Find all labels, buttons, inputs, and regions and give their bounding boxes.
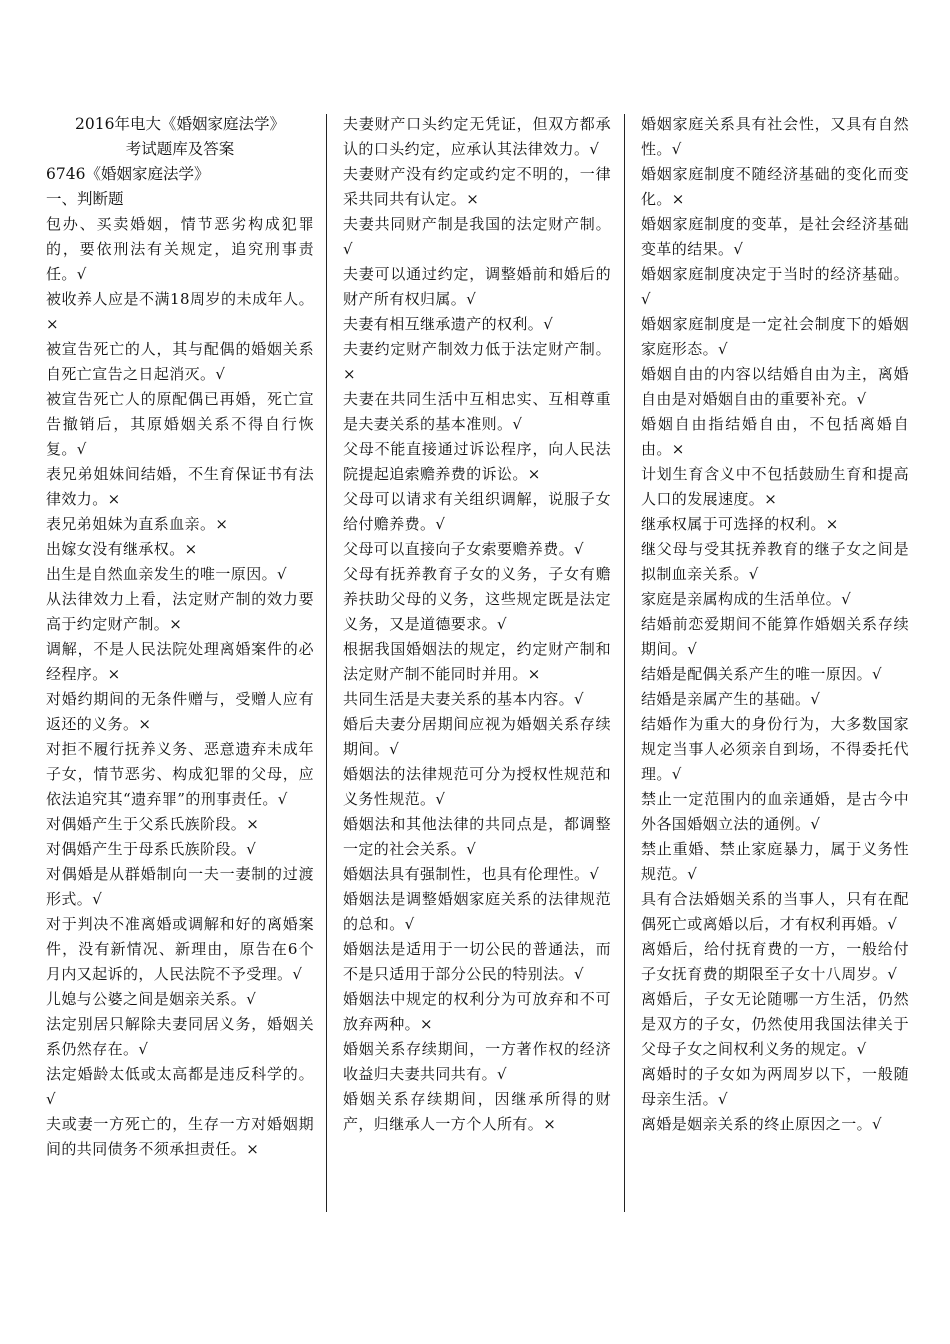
question-item: 调解，不是人民法院处理离婚案件的必经程序。×: [46, 640, 314, 683]
course-title: 6746《婚姻家庭法学》: [46, 165, 210, 183]
question-item: 夫妻可以通过约定，调整婚前和婚后的财产所有权归属。√: [343, 265, 611, 308]
question-item: 具有合法婚姻关系的当事人，只有在配偶死亡或离婚以后，才有权利再婚。√: [641, 890, 909, 933]
question-item: 根据我国婚姻法的规定，约定财产制和法定财产制不能同时并用。×: [343, 640, 611, 683]
question-item: 法定别居只解除夫妻同居义务，婚姻关系仍然存在。√: [46, 1015, 314, 1058]
question-list: [46, 212, 314, 1162]
question-item: 儿媳与公婆之间是姻亲关系。√: [46, 990, 257, 1008]
question-item: 夫妻财产口头约定无凭证，但双方都承认的口头约定，应承认其法律效力。√: [343, 115, 611, 158]
section-heading: 一、判断题: [46, 190, 124, 208]
question-item: 家庭是亲属构成的生活单位。√: [641, 590, 852, 608]
question-item: 夫妻在共同生活中互相忠实、互相尊重是夫妻关系的基本准则。√: [343, 390, 611, 433]
question-item: 婚姻关系存续期间，一方著作权的经济收益归夫妻共同共有。√: [343, 1040, 611, 1083]
question-item: 结婚前恋爱期间不能算作婚姻关系存续期间。√: [641, 615, 909, 658]
question-item: 法定婚龄太低或太高都是违反科学的。√: [46, 1065, 314, 1108]
question-item: 婚姻法是调整婚姻家庭关系的法律规范的总和。√: [343, 890, 611, 933]
question-item: 继父母与受其抚养教育的继子女之间是拟制血亲关系。√: [641, 540, 909, 583]
question-item: 对偶婚产生于父系氏族阶段。×: [46, 815, 260, 833]
question-item: 对偶婚是从群婚制向一夫一妻制的过渡形式。√: [46, 865, 314, 908]
question-item: 离婚后，给付抚育费的一方，一般给付子女抚育费的期限至子女十八周岁。√: [641, 940, 909, 983]
question-item: 婚姻家庭制度不随经济基础的变化而变化。×: [641, 165, 909, 208]
question-item: 婚姻自由的内容以结婚自由为主，离婚自由是对婚姻自由的重要补充。√: [641, 365, 909, 408]
question-item: 夫妻有相互继承遗产的权利。√: [343, 315, 554, 333]
question-item: 继承权属于可选择的权利。×: [641, 515, 839, 533]
question-item: 禁止一定范围内的血亲通婚，是古今中外各国婚姻立法的通例。√: [641, 790, 909, 833]
question-item: 结婚作为重大的身份行为，大多数国家规定当事人必须亲自到场，不得委托代理。√: [641, 715, 909, 783]
question-item: 对于判决不准离婚或调解和好的离婚案件，没有新情况、新理由，原告在6个月内又起诉的，人民法院不予受理。√: [46, 915, 314, 983]
question-item: 离婚时的子女如为两周岁以下，一般随母亲生活。√: [641, 1065, 909, 1108]
question-item: 婚姻自由指结婚自由，不包括离婚自由。×: [641, 415, 909, 458]
question-item: 婚姻家庭关系具有社会性，又具有自然性。√: [641, 115, 909, 158]
question-item: 婚姻家庭制度的变革，是社会经济基础变革的结果。√: [641, 215, 909, 258]
question-item: 对婚约期间的无条件赠与，受赠人应有返还的义务。×: [46, 690, 314, 733]
question-item: 禁止重婚、禁止家庭暴力，属于义务性规范。√: [641, 840, 909, 883]
question-item: 婚姻法的法律规范可分为授权性规范和义务性规范。√: [343, 765, 611, 808]
question-item: 结婚是配偶关系产生的唯一原因。√: [641, 665, 882, 683]
document-title: 2016年电大《婚姻家庭法学》: [75, 115, 285, 133]
question-item: 婚姻家庭制度决定于当时的经济基础。√: [641, 265, 909, 308]
text-column-2: [343, 112, 611, 1212]
question-item: 夫妻共同财产制是我国的法定财产制。√: [343, 215, 611, 258]
question-item: 表兄弟姐妹间结婚，不生育保证书有法律效力。×: [46, 465, 314, 508]
question-item: 婚姻法具有强制性，也具有伦理性。√: [343, 865, 600, 883]
question-item: 离婚是姻亲关系的终止原因之一。√: [641, 1115, 882, 1133]
question-item: 共同生活是夫妻关系的基本内容。√: [343, 690, 584, 708]
question-item: 婚姻法中规定的权利分为可放弃和不可放弃两种。×: [343, 990, 611, 1033]
question-item: 出嫁女没有继承权。×: [46, 540, 198, 558]
question-item: 父母有抚养教育子女的义务，子女有赡养扶助父母的义务，这些规定既是法定义务，又是道德要求。√: [343, 565, 611, 633]
question-item: 夫妻财产没有约定或约定不明的，一律采共同共有认定。×: [343, 165, 611, 208]
question-item: 父母可以请求有关组织调解，说服子女给付赡养费。√: [343, 490, 611, 533]
question-item: 表兄弟姐妹为直系血亲。×: [46, 515, 229, 533]
question-item: 被宣告死亡人的原配偶已再婚，死亡宣告撤销后，其原婚姻关系不得自行恢复。√: [46, 390, 314, 458]
question-item: 夫或妻一方死亡的，生存一方对婚姻期间的共同债务不须承担责任。×: [46, 1115, 314, 1158]
question-item: 婚后夫妻分居期间应视为婚姻关系存续期间。√: [343, 715, 611, 758]
question-item: 包办、买卖婚姻，情节恶劣构成犯罪的，要依刑法有关规定，追究刑事责任。√: [46, 215, 314, 283]
question-list: [343, 112, 611, 1137]
question-item: 婚姻关系存续期间，因继承所得的财产，归继承人一方个人所有。×: [343, 1090, 611, 1133]
text-column-1: [46, 112, 314, 1212]
question-item: 离婚后，子女无论随哪一方生活，仍然是双方的子女，仍然使用我国法律关于父母子女之间权利义务的规定。√: [641, 990, 909, 1058]
text-column-3: [641, 112, 909, 1212]
document-subtitle: 考试题库及答案: [125, 140, 235, 158]
question-item: 从法律效力上看，法定财产制的效力要高于约定财产制。×: [46, 590, 314, 633]
question-item: 婚姻法是适用于一切公民的普通法，而不是只适用于部分公民的特别法。√: [343, 940, 611, 983]
question-item: 计划生育含义中不包括鼓励生育和提高人口的发展速度。×: [641, 465, 909, 508]
question-item: 婚姻法和其他法律的共同点是，都调整一定的社会关系。√: [343, 815, 611, 858]
question-item: 对拒不履行抚养义务、恶意遗弃未成年子女，情节恶劣、构成犯罪的父母，应依法追究其“遗弃罪”的刑事责任。√: [46, 740, 314, 808]
question-item: 出生是自然血亲发生的唯一原因。√: [46, 565, 287, 583]
question-item: 父母可以直接向子女索要赡养费。√: [343, 540, 584, 558]
column-divider: [624, 114, 625, 1212]
question-item: 被宣告死亡的人，其与配偶的婚姻关系自死亡宣告之日起消灭。√: [46, 340, 314, 383]
question-item: 对偶婚产生于母系氏族阶段。√: [46, 840, 257, 858]
question-list: [641, 112, 909, 1137]
column-divider: [326, 114, 327, 1212]
question-item: 被收养人应是不满18周岁的未成年人。×: [46, 290, 314, 333]
question-item: 结婚是亲属产生的基础。√: [641, 690, 821, 708]
question-item: 父母不能直接通过诉讼程序，向人民法院提起追索赡养费的诉讼。×: [343, 440, 611, 483]
question-item: 夫妻约定财产制效力低于法定财产制。×: [343, 340, 611, 383]
question-item: 婚姻家庭制度是一定社会制度下的婚姻家庭形态。√: [641, 315, 909, 358]
